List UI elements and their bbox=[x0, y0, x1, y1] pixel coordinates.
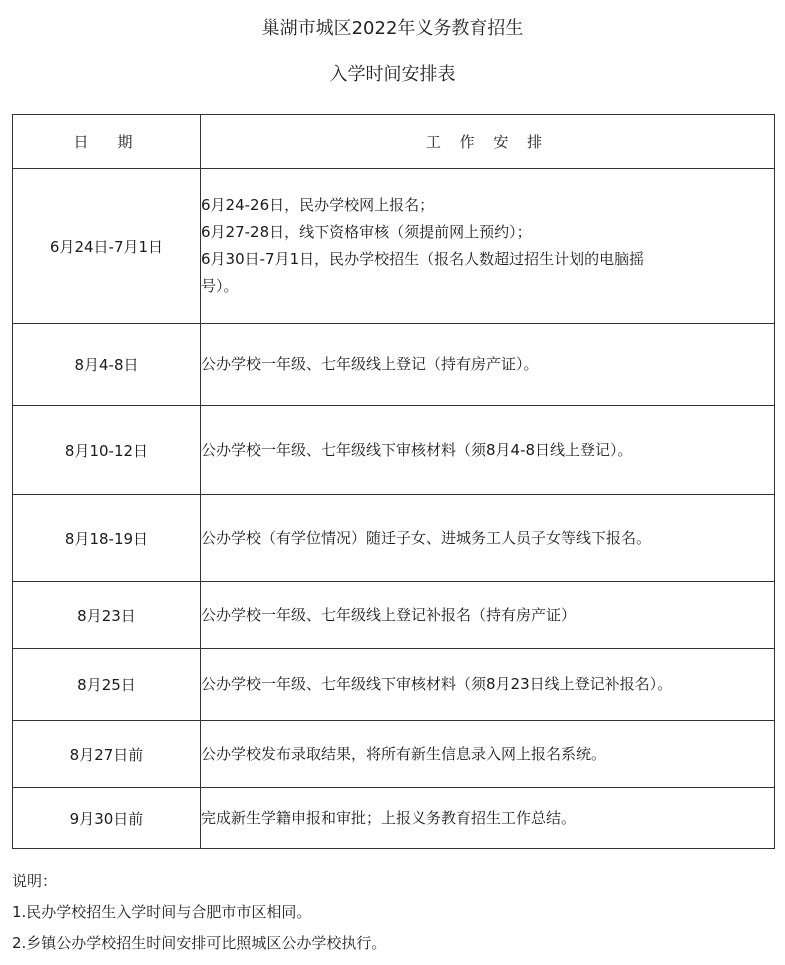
task-line: 6月30日-7月1日，民办学校招生（报名人数超过招生计划的电脑摇 bbox=[201, 250, 645, 268]
table-row bbox=[13, 406, 775, 495]
row-date: 6月24日-7月1日 bbox=[13, 169, 201, 324]
notes-heading: 说明： bbox=[12, 872, 58, 890]
note-item: 1.民办学校招生入学时间与合肥市市区相同。 bbox=[12, 903, 312, 921]
row-task: 公办学校一年级、七年级线下审核材料（须8月23日线上登记补报名）。 bbox=[201, 649, 775, 721]
row-task: 公办学校发布录取结果，将所有新生信息录入网上报名系统。 bbox=[201, 721, 775, 788]
table-header-row bbox=[13, 115, 775, 169]
document-subtitle: 入学时间安排表 bbox=[329, 64, 456, 85]
task-line: 号）。 bbox=[201, 277, 239, 295]
row-date: 9月30日前 bbox=[13, 788, 201, 849]
header-date: 日 期 bbox=[13, 115, 201, 169]
task-line: 6月27-28日，线下资格审核（须提前网上预约）； bbox=[201, 223, 532, 241]
table-row bbox=[13, 169, 775, 324]
row-date: 8月23日 bbox=[13, 582, 201, 649]
row-date: 8月10-12日 bbox=[13, 406, 201, 495]
row-date: 8月4-8日 bbox=[13, 324, 201, 406]
note-item: 2.乡镇公办学校招生时间安排可比照城区公办学校执行。 bbox=[12, 934, 387, 952]
table-row bbox=[13, 324, 775, 406]
document-title: 巢湖市城区2022年义务教育招生 bbox=[261, 18, 524, 39]
notes-section bbox=[12, 866, 386, 959]
row-task: 完成新生学籍申报和审批；上报义务教育招生工作总结。 bbox=[201, 788, 775, 849]
row-task: 公办学校（有学位情况）随迁子女、进城务工人员子女等线下报名。 bbox=[201, 495, 775, 582]
schedule-table bbox=[12, 114, 775, 849]
header-task: 工 作 安 排 bbox=[201, 115, 775, 169]
row-task: 公办学校一年级、七年级线上登记（持有房产证）。 bbox=[201, 324, 775, 406]
row-date: 8月27日前 bbox=[13, 721, 201, 788]
table-row bbox=[13, 649, 775, 721]
table-row bbox=[13, 582, 775, 649]
table-row bbox=[13, 788, 775, 849]
row-task: 公办学校一年级、七年级线上登记补报名（持有房产证） bbox=[201, 582, 775, 649]
row-task: 公办学校一年级、七年级线下审核材料（须8月4-8日线上登记）。 bbox=[201, 406, 775, 495]
table-row bbox=[13, 495, 775, 582]
task-line: 6月24-26日，民办学校网上报名； bbox=[201, 196, 435, 214]
table-row bbox=[13, 721, 775, 788]
row-task bbox=[201, 169, 775, 324]
row-date: 8月25日 bbox=[13, 649, 201, 721]
row-date: 8月18-19日 bbox=[13, 495, 201, 582]
